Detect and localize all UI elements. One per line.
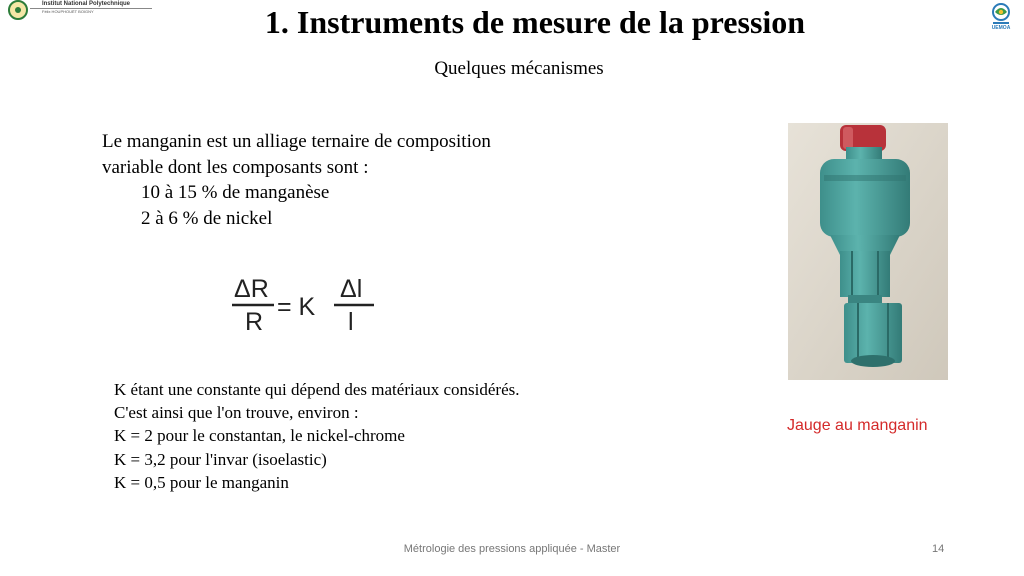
slide-title: 1. Instruments de mesure de la pression — [264, 4, 806, 40]
institution-name: Institut National Polytechnique — [42, 1, 131, 7]
formula-rhs-denominator: l — [348, 308, 354, 336]
explanation-line: K = 3,2 pour l'invar (isoelastic) — [114, 449, 327, 469]
manganin-gauge-photo — [788, 123, 948, 380]
intro-text — [102, 129, 491, 231]
formula-lhs-denominator: R — [245, 308, 264, 336]
explanation-line: K = 2 pour le constantan, le nickel-chrome — [114, 426, 405, 446]
explanation-text — [114, 378, 520, 494]
page-number: 14 — [932, 543, 945, 555]
explanation-line: K = 0,5 pour le manganin — [114, 472, 289, 492]
formula-equals-k: = K — [277, 293, 316, 321]
explanation-line: C'est ainsi que l'on trouve, environ : — [114, 403, 359, 423]
composition-item: 10 à 15 % de manganèse — [141, 182, 330, 203]
image-caption: Jauge au manganin — [787, 417, 928, 434]
formula-lhs-numerator: ΔR — [234, 275, 269, 303]
gauge-factor-formula — [228, 272, 378, 336]
slide-subtitle: Quelques mécanismes — [434, 58, 604, 79]
composition-item: 2 à 6 % de nickel — [141, 207, 273, 229]
formula-rhs-numerator: Δl — [340, 275, 363, 303]
svg-text:UEMOA: UEMOA — [991, 25, 1011, 30]
footer-text: Métrologie des pressions appliquée - Master — [403, 543, 621, 555]
intro-line: variable dont les composants sont : — [102, 156, 369, 178]
manganin-gauge-image — [788, 123, 948, 380]
intro-line: Le manganin est un alliage ternaire de composition — [102, 131, 491, 152]
institution-subname: Félix HOUPHOUËT BOIGNY — [42, 9, 94, 14]
explanation-line: K étant une constante qui dépend des matériaux considérés. — [114, 380, 520, 399]
